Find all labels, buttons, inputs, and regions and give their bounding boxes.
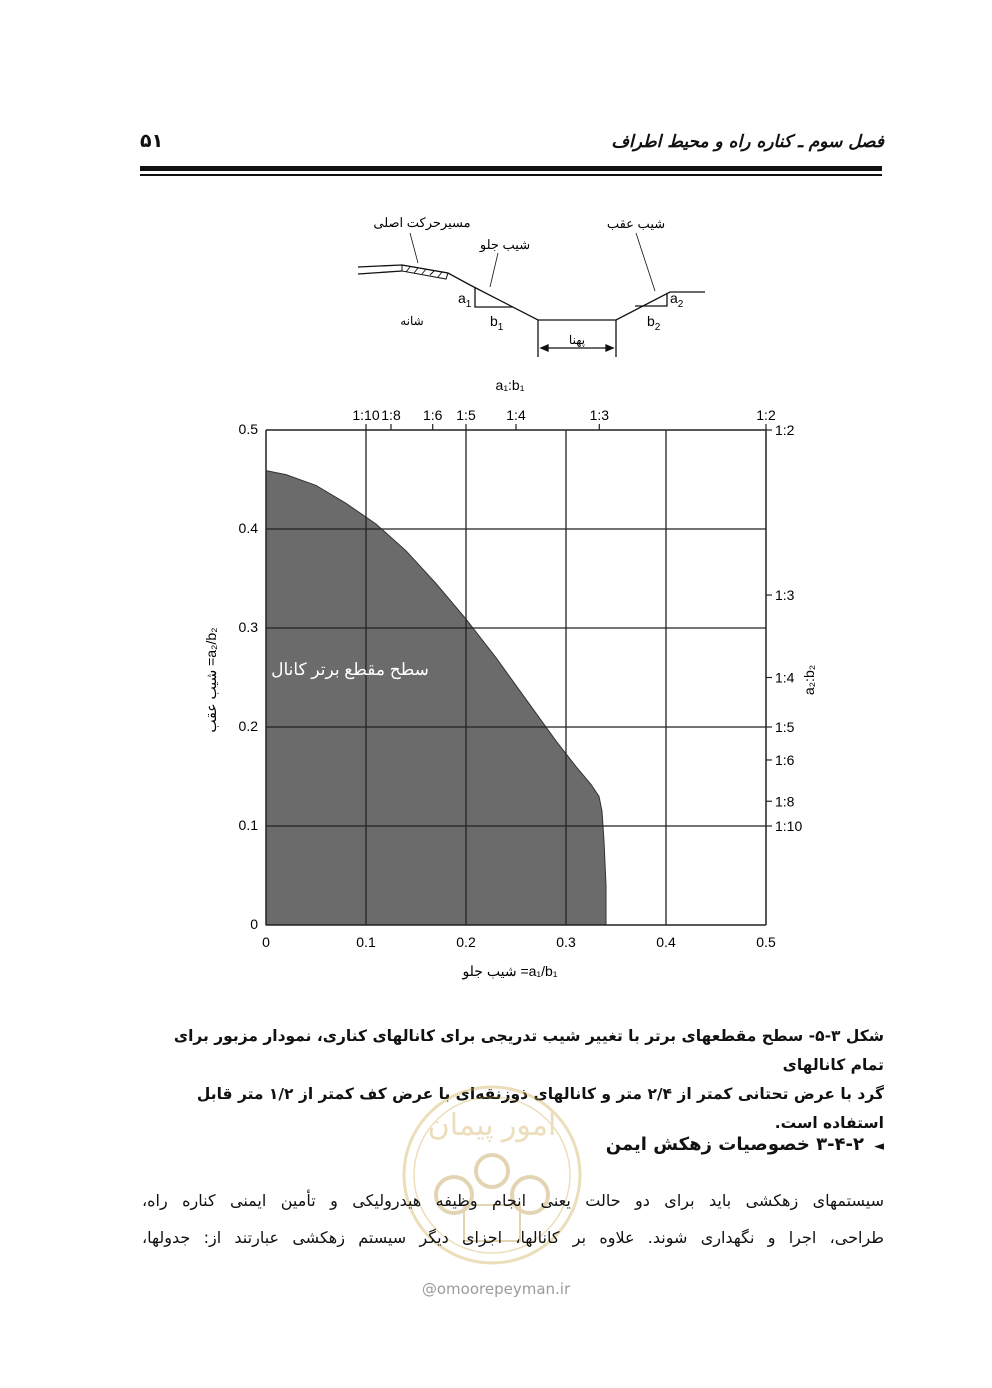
watermark-logo-text: امور پیمان	[427, 1109, 557, 1142]
section-heading	[606, 1134, 884, 1155]
caption-line-2: گرد با عرض تحتانی کمتر از ۲/۴ متر و کانالهای ذوزنقه‌ای با عرض کف کمتر از ۱/۲ متر قابل استفاده است.	[196, 1085, 884, 1132]
label-b1: $b_1$	[490, 313, 504, 333]
region-label: سطح مقطع برتر کانال	[271, 660, 429, 679]
label-width: پهنا	[568, 333, 586, 347]
y-tick-label: 0.5	[238, 421, 258, 437]
y-tick-label: 0.3	[238, 619, 258, 635]
x-tick-label: 0.4	[656, 934, 676, 950]
x-axis-title: a₁/b₁= شیب جلو	[462, 963, 558, 979]
top-tick-label: 1:4	[506, 407, 526, 423]
x-tick-label: 0.1	[356, 934, 376, 950]
right-tick-label: 1:8	[775, 793, 795, 810]
y-tick-label: 0	[250, 916, 258, 932]
right-tick-label: 1:2	[775, 422, 795, 438]
y-axis-title: a₂/b₂= شیب عقب	[203, 627, 219, 733]
body-line-2: طراحی، اجرا و نگهداری شوند. علاوه بر کانالها، اجزای دیگر سیستم زهکشی عبارتند از: جدولها،	[142, 1228, 884, 1247]
right-tick-label: 1:4	[775, 669, 795, 686]
section-heading-text: ۳-۴-۲ خصوصیات زهکش ایمن	[605, 1134, 864, 1155]
x-tick-label: 0.5	[756, 934, 776, 950]
label-b2: $b_2$	[647, 313, 661, 333]
page-number: ۵۱	[140, 130, 164, 152]
right-tick-label: 1:5	[775, 719, 795, 735]
ground-profile	[358, 265, 705, 320]
right-tick-label: 1:6	[775, 751, 795, 768]
right-tick-label: 1:10	[775, 818, 803, 834]
label-a1: $a_1$	[458, 290, 472, 310]
top-tick-label: 1:6	[422, 407, 443, 423]
section-bullet-icon: ◄	[874, 1139, 884, 1154]
top-tick-label: 1:8	[381, 407, 401, 423]
y-tick-label: 0.1	[238, 817, 258, 833]
label-a2: $a_2$	[670, 290, 684, 310]
slope-chart	[190, 370, 850, 990]
label-main-path: مسیرحرکت اصلی	[373, 215, 471, 230]
top-tick-label: 1:3	[589, 407, 610, 423]
right-axis-title: a₂:b₂	[801, 664, 817, 696]
top-axis-title: a₁:b₁	[495, 377, 525, 393]
top-tick-label: 1:5	[456, 407, 476, 423]
body-line-1: سیستمهای زهکشی باید برای دو حالت یعنی انجام وظیفه هیدرولیکی و تأمین ایمنی کناره راه،	[142, 1191, 884, 1210]
caption-line-1: شکل ۳-۵- سطح مقطعهای برتر با تغییر شیب تدریجی برای کانالهای کناری، نمودار مزبور برای تمام کانالهای	[173, 1027, 884, 1074]
top-tick-label: 1:10	[352, 407, 380, 423]
x-tick-label: 0	[262, 934, 270, 950]
right-tick-label: 1:3	[775, 587, 795, 604]
x-tick-label: 0.2	[456, 934, 476, 950]
header-rule-thick	[140, 166, 882, 171]
header-rule-thin	[140, 174, 882, 176]
chapter-title: فصل سوم ـ کناره راه و محیط اطراف	[611, 132, 884, 152]
channel-section-sketch	[340, 205, 720, 370]
y-tick-label: 0.2	[238, 718, 258, 734]
watermark-url: @omoorepeyman.ir	[421, 1280, 571, 1298]
body-paragraph	[142, 1182, 884, 1256]
superior-region-area	[266, 471, 606, 925]
y-tick-label: 0.4	[238, 520, 258, 536]
top-tick-label: 1:2	[756, 407, 776, 423]
x-tick-label: 0.3	[556, 934, 576, 950]
label-shoulder: شانه	[400, 314, 424, 328]
label-foreslope: شیب جلو	[479, 237, 531, 252]
label-backslope: شیب عقب	[606, 216, 666, 231]
